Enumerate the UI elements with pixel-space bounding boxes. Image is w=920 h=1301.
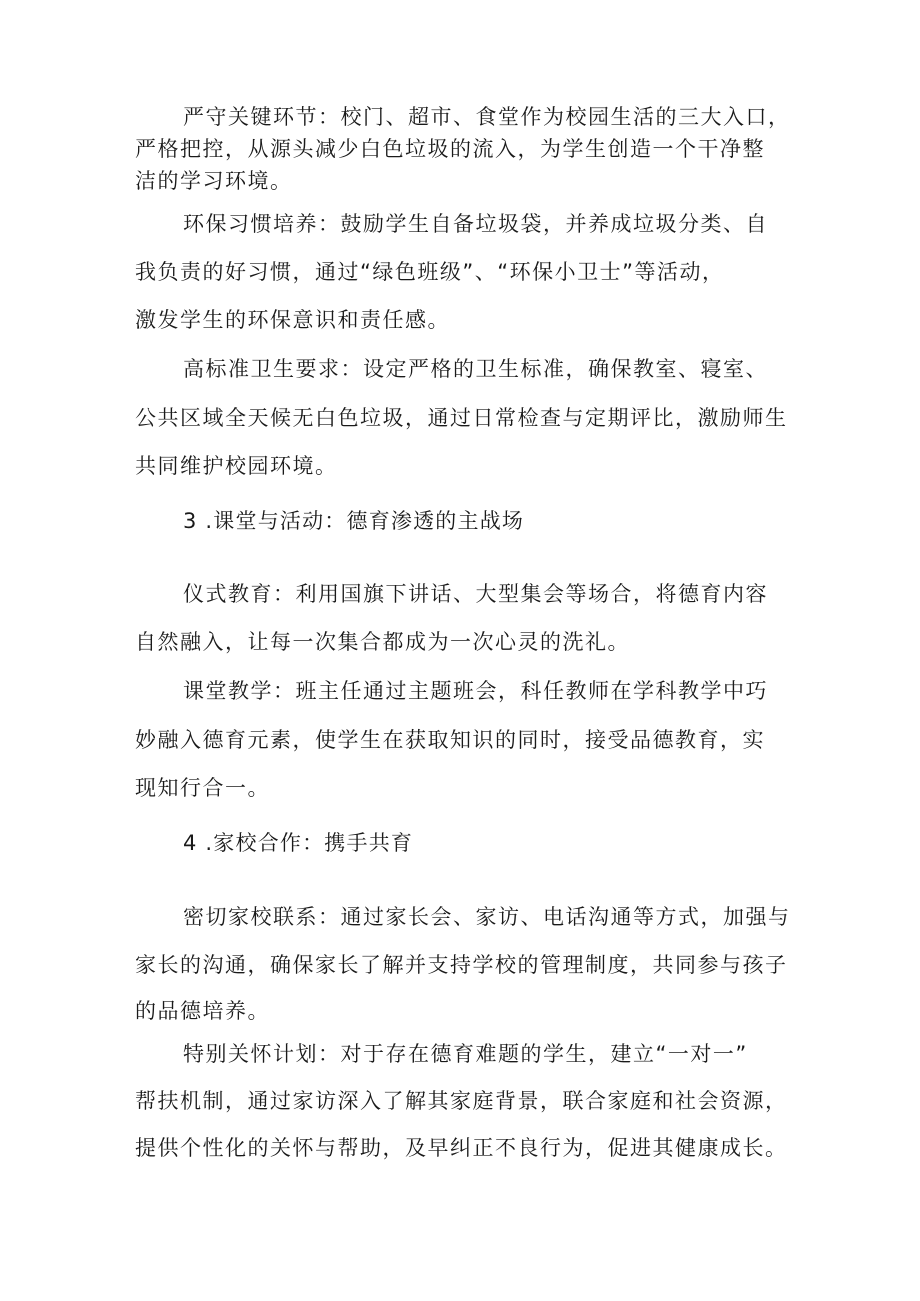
paragraph-7-line-3: 提供个性化的关怀与帮助，及早纠正不良行为，促进其健康成长。 xyxy=(135,1136,788,1160)
paragraph-4-line-1: 仪式教育：利用国旗下讲话、大型集会等场合，将德育内容 xyxy=(183,582,768,606)
paragraph-5-line-1: 课堂教学：班主任通过主题班会，科任教师在学科教学中巧 xyxy=(183,679,768,703)
paragraph-4-line-2: 自然融入，让每一次集合都成为一次心灵的洗礼。 xyxy=(135,630,630,654)
paragraph-5-line-2: 妙融入德育元素，使学生在获取知识的同时，接受品德教育，实 xyxy=(135,728,765,752)
paragraph-7-line-2: 帮扶机制，通过家访深入了解其家庭背景，联合家庭和社会资源， xyxy=(135,1089,788,1113)
section-heading-3: 3 .课堂与活动：德育渗透的主战场 xyxy=(183,509,525,533)
paragraph-6-line-2: 家长的沟通，确保家长了解并支持学校的管理制度，共同参与孩子 xyxy=(135,953,788,977)
paragraph-3-line-2: 公共区域全天候无白色垃圾，通过日常检查与定期评比，激励师生 xyxy=(135,406,788,430)
paragraph-7-line-1: 特别关怀计划：对于存在德育难题的学生，建立“一对一” xyxy=(183,1042,748,1066)
paragraph-2-line-3: 激发学生的环保意识和责任感。 xyxy=(135,308,450,332)
paragraph-3-line-1: 高标准卫生要求：设定严格的卫生标准，确保教室、寝室、 xyxy=(183,357,768,381)
paragraph-1-line-3: 洁的学习环境。 xyxy=(135,169,293,193)
paragraph-6-line-1: 密切家校联系：通过家长会、家访、电话沟通等方式，加强与 xyxy=(183,905,791,929)
paragraph-3-line-3: 共同维护校园环境。 xyxy=(135,454,338,478)
paragraph-6-line-3: 的品德培养。 xyxy=(135,999,270,1023)
section-heading-4: 4 .家校合作：携手共育 xyxy=(183,831,414,855)
paragraph-2-line-2: 我负责的好习惯，通过“绿色班级”、“环保小卫士”等活动， xyxy=(135,260,725,284)
paragraph-1-line-1: 严守关键环节：校门、超市、食堂作为校园生活的三大入口， xyxy=(183,105,791,129)
paragraph-2-line-1: 环保习惯培养：鼓励学生自备垃圾袋，并养成垃圾分类、自 xyxy=(183,212,768,236)
paragraph-5-line-3: 现知行合一。 xyxy=(135,776,270,800)
paragraph-1-line-2: 严格把控，从源头减少白色垃圾的流入，为学生创造一个干净整 xyxy=(135,137,765,161)
